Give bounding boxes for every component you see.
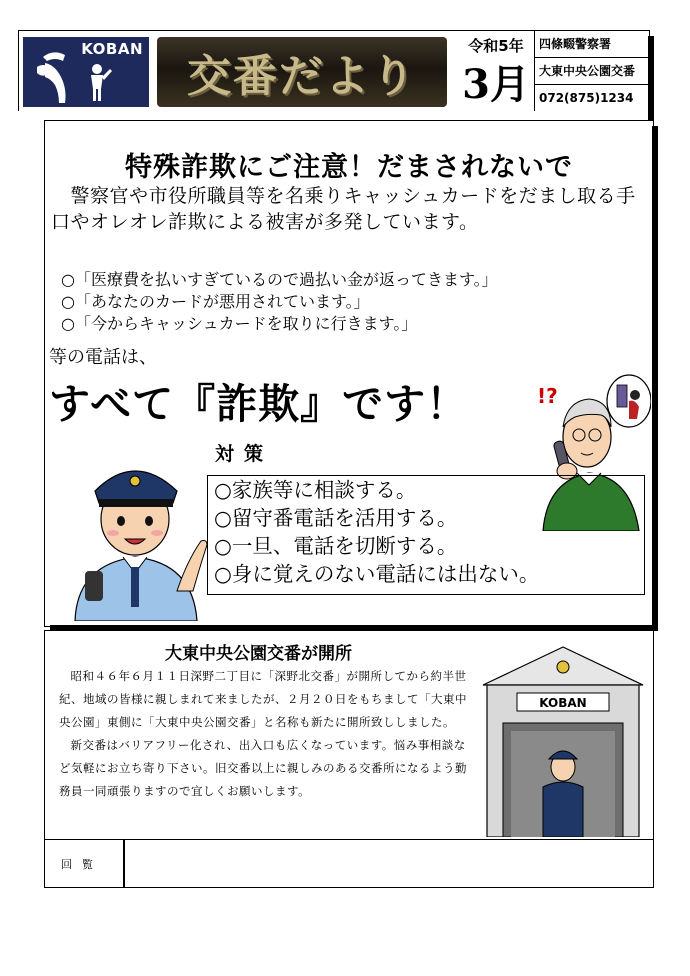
circulation-label: 回覧 xyxy=(61,858,103,871)
measures-box xyxy=(207,475,645,595)
police-officer-illustration xyxy=(65,451,215,621)
measure-item: ○家族等に相談する。 xyxy=(214,478,417,502)
scam-quote: ○「今からキャッシュカードを取りに行きます。」 xyxy=(61,314,418,333)
alert-heading: 特殊詐欺にご注意！だまされないで xyxy=(125,152,573,183)
station-info xyxy=(534,31,650,111)
measures-title: 対策 xyxy=(215,443,274,465)
issue-month: 3月 xyxy=(462,61,530,108)
logo-text: KOBAN xyxy=(81,40,143,58)
circulation-row xyxy=(45,839,653,888)
koban-news-paragraph: 新交番はバリアフリー化され、出入口も広くなっています。悩み事相談など気軽にお立ち寄り下さい。旧交番以上に親しみのある交番所になるよう勤務員一同頑張りますので宜しくお願いします。 xyxy=(59,738,467,798)
scam-quotes xyxy=(61,269,651,335)
alert-intro: 警察官や市役所職員等を名乗りキャッシュカードをだまし取る手口やオレオレ詐欺による被害が多発しています。 xyxy=(51,185,636,233)
measure-item: ○一旦、電話を切断する。 xyxy=(214,534,458,558)
fraud-alert-section xyxy=(44,120,654,627)
measure-item: ○留守番電話を活用する。 xyxy=(214,506,458,530)
koban-logo xyxy=(23,37,149,107)
measure-item: ○身に覚えのない電話には出ない。 xyxy=(214,562,540,586)
koban-news-body xyxy=(59,665,473,803)
scam-quote: ○「あなたのカードが悪用されています。」 xyxy=(61,292,370,311)
alert-lead: 等の電話は、 xyxy=(49,347,157,368)
koban-name: 大東中央公園交番 xyxy=(535,58,650,85)
building-sign: KOBAN xyxy=(539,696,587,710)
title-banner xyxy=(157,37,447,107)
newsletter-title: 交番だより xyxy=(187,51,417,102)
station-name: 四條畷警察署 xyxy=(535,31,650,58)
issue-era: 令和5年 xyxy=(468,37,524,55)
big-statement: すべて『詐欺』です！ xyxy=(49,380,469,428)
header xyxy=(18,30,650,111)
koban-building-illustration xyxy=(477,643,649,837)
scam-quote: ○「医療費を払いすぎているので過払い金が返ってきます。」 xyxy=(61,270,498,289)
koban-news-heading: 大東中央公園交番が開所 xyxy=(165,644,352,664)
phone-number: 072(875)1234 xyxy=(539,91,634,105)
surprise-marks: !? xyxy=(537,384,558,408)
koban-news-paragraph: 昭和４６年６月１１日深野二丁目に「深野北交番」が開所してから約半世紀、地域の皆様に親しまれて来ましたが、２月２０日をもちまして「大東中央公園」東側に「大東中央公園交番」と名称も新たに開所致ししました。 xyxy=(59,669,467,729)
koban-news-section xyxy=(44,630,654,888)
circulation-divider xyxy=(123,840,125,888)
